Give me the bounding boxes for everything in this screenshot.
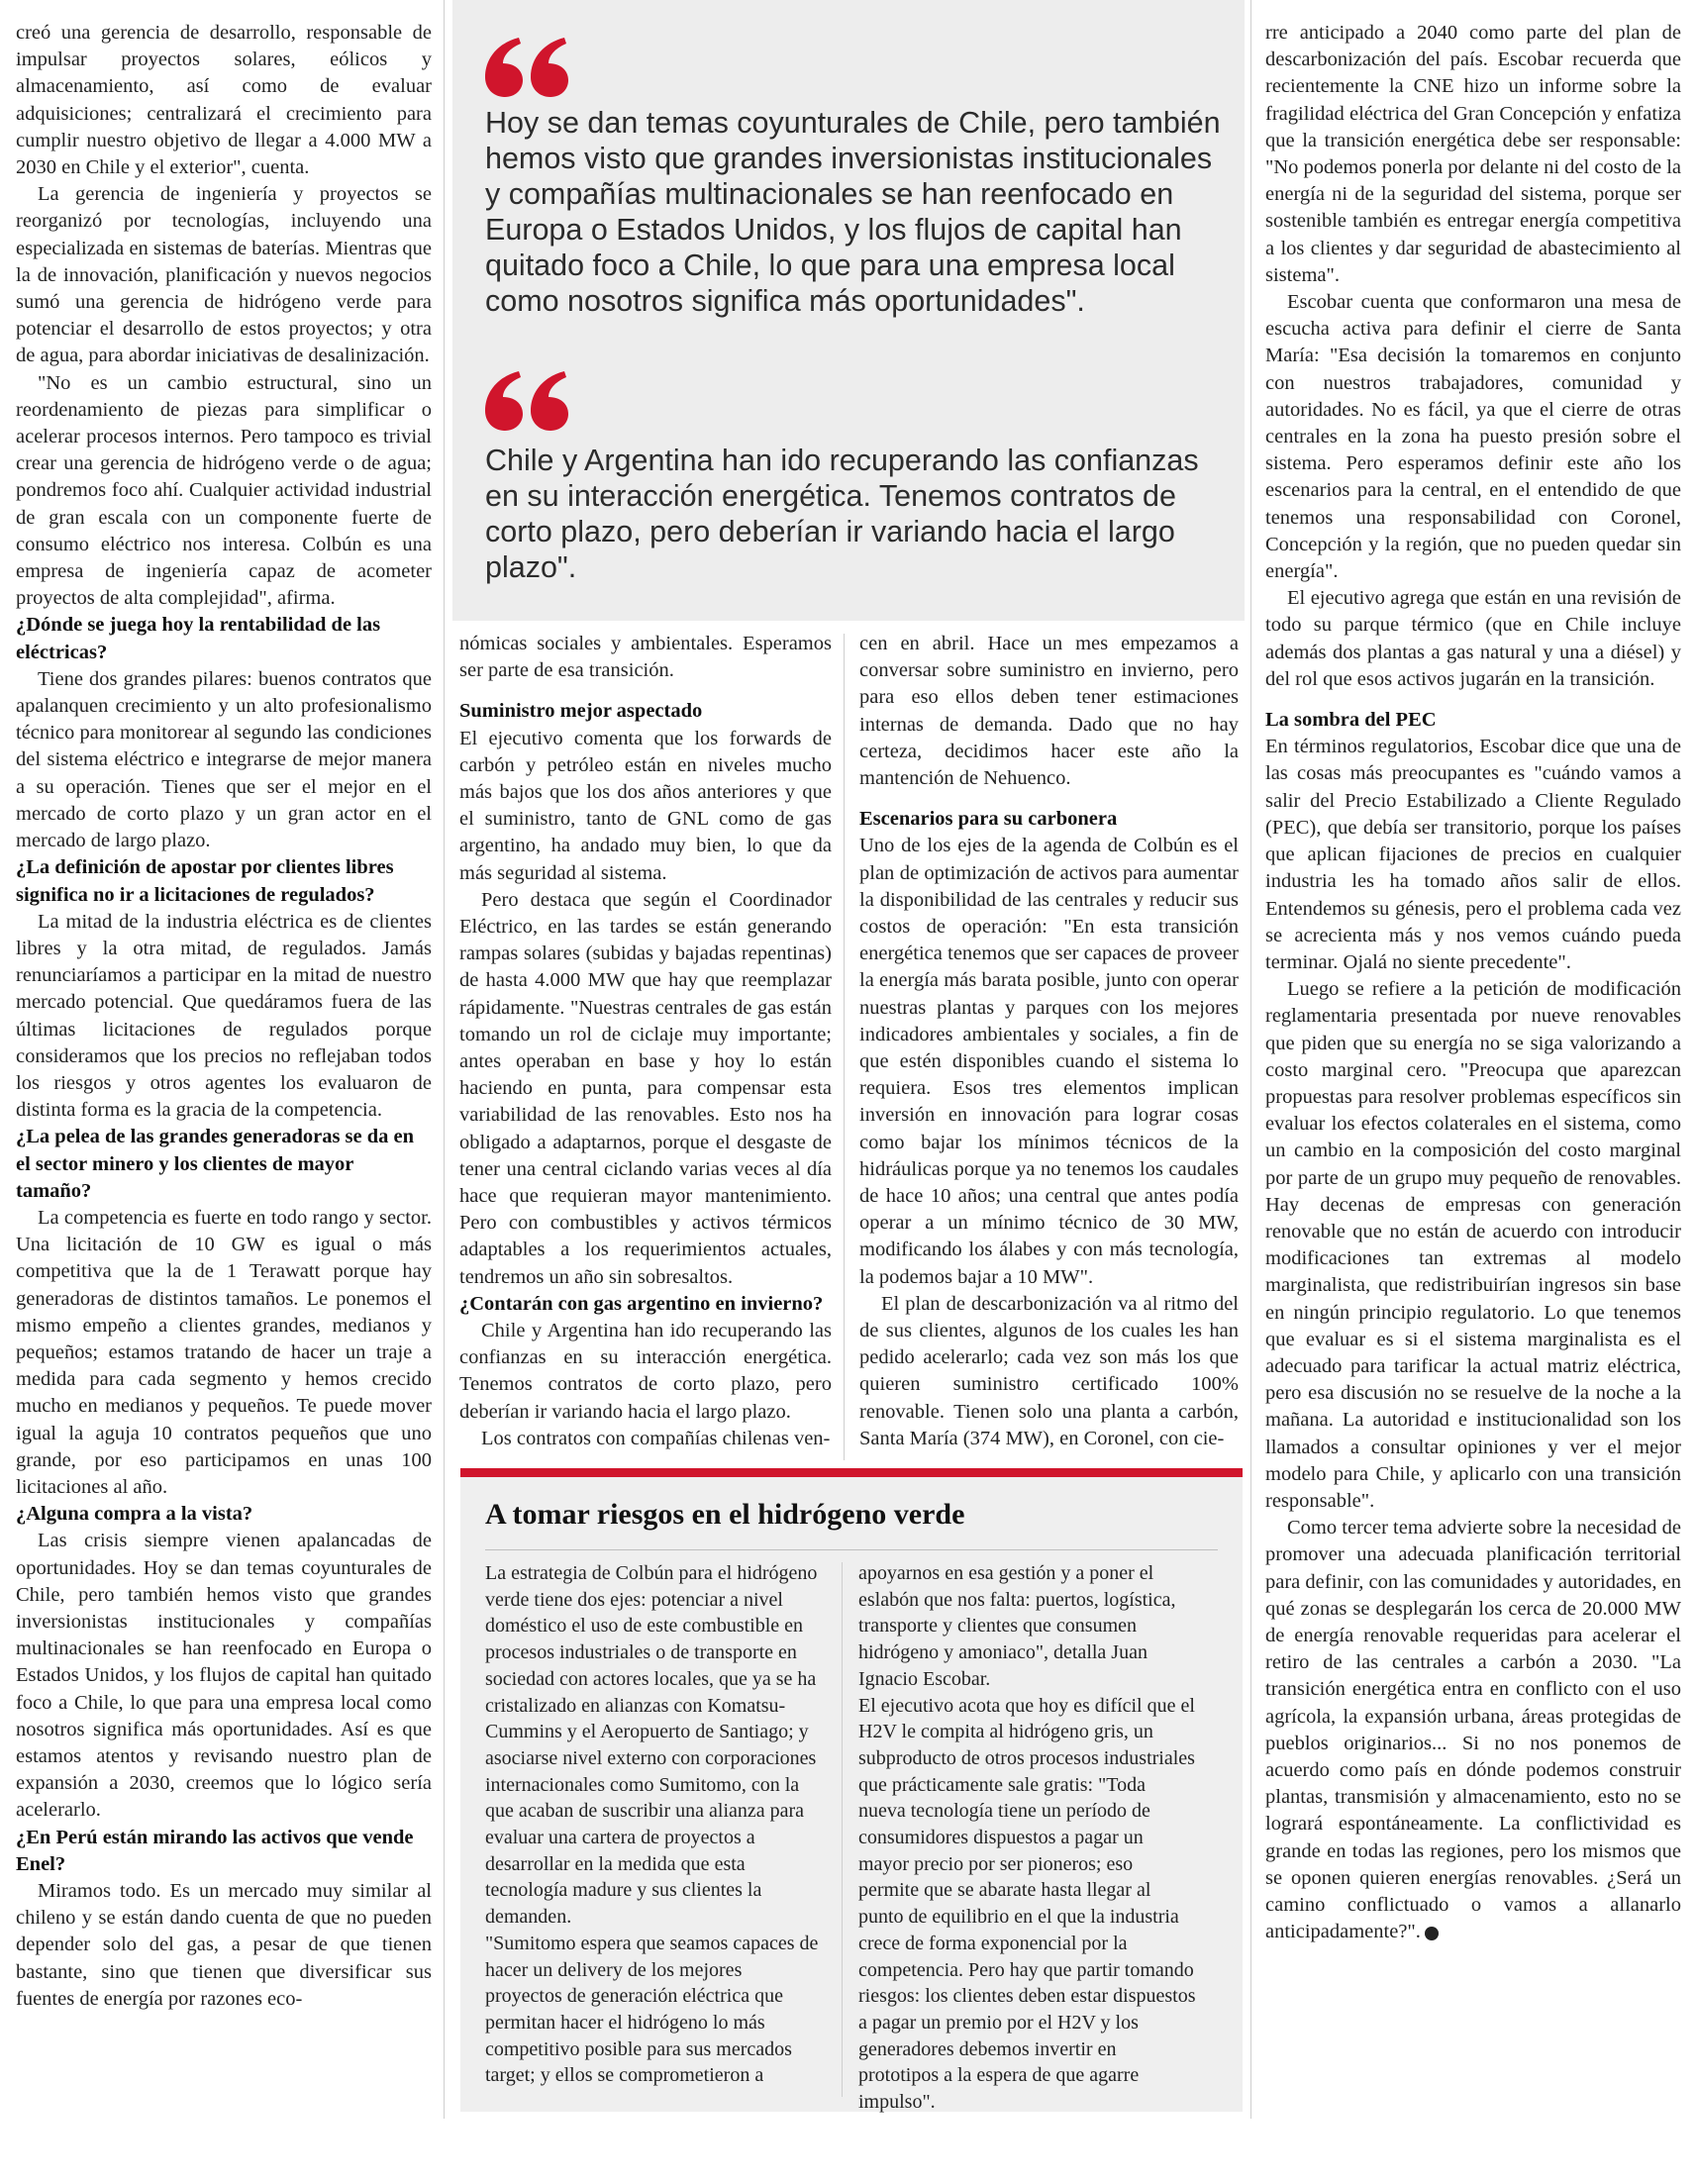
sidebar-paragraph: apoyarnos en esa gestión y a poner el eslabón que nos falta: puertos, logística, transporte y clientes que consumen hidrógeno y amoniaco", detalla Juan Ignacio Escobar. (858, 1562, 1176, 1690)
paragraph: nómicas sociales y ambientales. Esperamos ser parte de esa transición. (459, 633, 832, 682)
paragraph: Chile y Argentina han ido recuperando las confianzas en su interacción energética. Tenemos contratos de corto plazo, pero deberían ir variando hacia el largo plazo. (459, 1320, 832, 1423)
paragraph: Escobar cuenta que conformaron una mesa de escucha activa para definir el cierre de Santa María: "Esa decisión la tomaremos en conjunto con nuestros trabajadores, comunidad y autoridades. No es fácil, ya que el cierre de otras centrales en la zona ha puesto presión sobre el sistema. Pero esperamos definir este año los escenarios para la central, en el entendido de que tenemos una responsabilidad con Coronel, Concepción y la región, que no pueden quedar sin energía". (1265, 291, 1681, 583)
paragraph: rre anticipado a 2040 como parte del plan de descarbonización del país. Escobar recuerda que recientemente la CNE hizo un informe sobre la fragilidad eléctrica del Gran Concepción y enfatiza que la transición energética debe ser responsable: "No podemos ponerla por delante ni del costo de la energía ni de la seguridad del sistema, porque ser sostenible también es entregar energía competitiva a los clientes y dar seguridad de abastecimiento al sistema". (1265, 22, 1681, 286)
paragraph: creó una gerencia de desarrollo, responsable de impulsar proyectos solares, eólicos y almacenamiento, así como de evaluar adquisiciones; centralizará el crecimiento para cumplir nuestro objetivo de llegar a 4.000 MW a 2030 en Chile y el exterior", cuenta. (16, 22, 432, 179)
paragraph: El ejecutivo comenta que los forwards de carbón y petróleo están en niveles mucho más bajos que los dos años anteriores y que el suministro, tanto de GNL como de gas argentino, ha andado muy bien, lo que da más seguridad al sistema. (459, 727, 832, 884)
section-heading: La sombra del PEC (1265, 709, 1437, 732)
paragraph: Miramos todo. Es un mercado muy similar al chileno y se están dando cuenta de que no pueden depender solo del gas, a pesar de que tienen bastante, sino que tienen que diversificar sus fuentes de energía por razones eco- (16, 1880, 432, 2010)
column-divider (842, 1562, 843, 2097)
article-column-3 (859, 631, 1239, 1452)
pull-quote-text: Hoy se dan temas coyunturales de Chile, pero también hemos visto que grandes inversionistas institucionales y compañías multinacionales se han reenfocado en Europa o Estados Unidos, y los flujos de capital han quitado foco a Chile, lo que para una empresa local como nosotros significa más oportunidades". (485, 106, 1221, 318)
paragraph: "No es un cambio estructural, sino un reordenamiento de piezas para simplificar o acelerar procesos internos. Pero tampoco es trivial crear una gerencia de hidrógeno verde o de agua; pondremos foco ahí. Cualquier actividad industrial de gran escala con un componente fuerte de consumo eléctrico nos interesa. Colbún es una empresa de ingeniería capaz de acometer proyectos de alta complejidad", afirma. (16, 371, 432, 610)
sidebar-title: A tomar riesgos en el hidrógeno verde (485, 1498, 965, 1531)
paragraph: cen en abril. Hace un mes empezamos a conversar sobre suministro en invierno, pero para eso ellos deben tener estimaciones internas de demanda. Dado que no hay certeza, decidimos hacer este año la mantención de Nehuenco. (859, 633, 1239, 790)
article-column-2 (459, 631, 832, 1452)
paragraph: En términos regulatorios, Escobar dice que una de las cosas más preocupantes es "cuándo vamos a salir del Precio Estabilizado a Cliente Regulado (PEC), que debía ser transitorio, porque los países que aplican fijaciones de precios en cualquier industria les ha tomado años salir de ellos. Entendemos su génesis, pero el problema cada vez se acrecienta más y nos vemos cuándo pueda terminar. Ojalá no siente precedente". (1265, 736, 1681, 973)
column-divider (1250, 0, 1251, 2119)
sidebar-title-rule (485, 1549, 1218, 1550)
paragraph: Uno de los ejes de la agenda de Colbún es el plan de optimización de activos para aumentar la disponibilidad de las centrales y reducir sus costos de operación: "En esta transición energética tenemos que ser capaces de proveer la energía más barata posible, junto con operar nuestras plantas y parques con los mejores indicadores ambientales y sociales, a fin de que estén disponibles cuando el sistema lo requiera. Esos tres elementos implican inversión en innovación para lograr cosas como bajar los mínimos técnicos de la hidráulicas porque ya no tenemos los caudales de hace 10 años; una central que antes podía operar a un mínimo técnico de 30 MW, modificando los álabes y con más tecnología, la podemos bajar a 10 MW". (859, 835, 1239, 1288)
paragraph: Tiene dos grandes pilares: buenos contratos que apalanquen crecimiento y un alto profesionalismo técnico para monitorear al segundo las condiciones del sistema eléctrico e integrarse de mejor manera a su operación. Tienes que ser el mejor en el mercado de corto plazo y un gran actor en el mercado de largo plazo. (16, 667, 432, 852)
sidebar-paragraph: El ejecutivo acota que hoy es difícil que el H2V le compita al hidrógeno gris, un subproducto de otros procesos industriales que prácticamente sale gratis: "Toda nueva tecnología tiene un período de consumidores dispuestos a pagar un mayor precio por ser pioneros; eso permite que se abarate hasta llegar al punto de equilibrio en el que la industria crece de forma exponencial por la competencia. Pero hay que partir tomando riesgos: los clientes deben estar dispuestos a pagar un premio por el H2V y los generadores debemos invertir en prototipos a la espera de que agarre impulso". (858, 1694, 1196, 2114)
paragraph: Como tercer tema advierte sobre la necesidad de promover una adecuada planificación territorial para definir, con las comunidades y autoridades, en qué zonas se desplegarán los cerca de 20.000 MW de energía renovable requeridas para acelerar el retiro de las centrales a carbón a 2030. "La transición energética entra en conflicto con el uso agrícola, la expansión urbana, áreas protegidas de pueblos originarios... Si no nos ponemos de acuerdo como país en dónde podemos construir plantas, transmisión y almacenamiento, esto no se logrará espontáneamente. La conflictividad es grande en todas las regiones, pero los mismos que se oponen quieren energías renovables. ¿Será un camino conflictuado o vamos a allanarlo anticipadamente?". (1265, 1517, 1681, 1943)
paragraph: Luego se refiere a la petición de modificación reglamentaria presentada por nueve renovables que piden que su energía no se siga valorizando a costo marginal cero. "Preocupa que aparezcan propuestas para resolver problemas específicos sin evaluar los efectos colaterales en el sistema, como un cambio en la composición del costo marginal por parte de un grupo muy pequeño de renovables. Hay decenas de empresas con generación renovable que no están de acuerdo con introducir modificaciones tan extremas al modelo marginalista, que redistribuirían ingresos sin base en ningún principio regulatorio. Lo que tenemos que evaluar es si el sistema marginalista es el adecuado para tarificar la actual matriz eléctrica, pero esa discusión no se resuelve de la noche a la mañana. La autoridad e institucionalidad son los llamados a consultar opiniones y ver el mejor modelo para Chile, y aplicarlo con una transición responsable". (1265, 978, 1681, 1512)
question-heading: ¿La definición de apostar por clientes libres significa no ir a licitaciones de regulados? (16, 856, 394, 906)
paragraph: La mitad de la industria eléctrica es de clientes libres y la otra mitad, de regulados. Jamás renunciaríamos a participar en la mitad de nuestro mercado potencial. Que quedáramos fuera de las últimas licitaciones de regulados porque consideramos que los precios no reflejaban todos los riesgos y otros agentes los evaluaron de distinta forma es la gracia de la competencia. (16, 910, 432, 1122)
sidebar-column-right (858, 1560, 1197, 2116)
question-heading: ¿En Perú están mirando las activos que vende Enel? (16, 1826, 414, 1875)
pull-quote-text: Chile y Argentina han ido recuperando las confianzas en su interacción energética. Tenemos contratos de corto plazo, pero deberían ir variando hacia el largo plazo". (485, 444, 1199, 584)
section-heading: Suministro mejor aspectado (459, 700, 703, 723)
question-heading: ¿Alguna compra a la vista? (16, 1503, 253, 1526)
end-mark-icon (1425, 1927, 1439, 1940)
question-heading: ¿La pelea de las grandes generadoras se da en el sector minero y los clientes de mayor tamaño? (16, 1126, 415, 1202)
paragraph: La gerencia de ingeniería y proyectos se reorganizó por tecnologías, incluyendo una especializada en sistemas de baterías. Mientras que la de innovación, planificación y nuevos negocios sumó una gerencia de hidrógeno verde para potenciar el desarrollo de estos proyectos; y otra de agua, para abordar iniciativas de desalinización. (16, 183, 432, 367)
paragraph: La competencia es fuerte en todo rango y sector. Una licitación de 10 GW es igual o más competitiva que la de 1 Terawatt porque hay generadoras de distintos tamaños. Le ponemos el mismo empeño a clientes grandes, medianos y pequeños; estamos tratando de hacer un traje a medida para cada segmento y hemos crecido mucho en medianos y pequeños. Te puede mover igual la aguja 10 contratos pequeños que uno grande, por eso participamos en unas 100 licitaciones al año. (16, 1206, 432, 1498)
section-heading: Escenarios para su carbonera (859, 808, 1118, 831)
paragraph: El ejecutivo agrega que están en una revisión de todo su parque térmico (que en Chile incluye además dos plantas a gas natural y una a diésel) y del rol que esos activos jugarán en la transición. (1265, 587, 1681, 690)
column-divider (444, 0, 445, 2119)
question-heading: ¿Contarán con gas argentino en invierno? (459, 1292, 824, 1315)
column-divider (844, 634, 845, 1460)
sidebar-accent-bar (460, 1468, 1243, 1477)
paragraph: Los contratos con compañías chilenas ven- (481, 1427, 831, 1449)
article-column-4 (1265, 20, 1681, 1945)
sidebar-paragraph: "Sumitomo espera que seamos capaces de hacer un delivery de los mejores proyectos de generación eléctrica que permitan hacer el hidrógeno lo más competitivo posible para sus mercados target; y ellos se comprometieron a (485, 1932, 819, 2087)
sidebar-paragraph: La estrategia de Colbún para el hidrógeno verde tiene dos ejes: potenciar a nivel doméstico el uso de este combustible en procesos industriales o de transporte en sociedad con actores locales, que ya se ha cristalizado en alianzas con Komatsu-Cummins y el Aeropuerto de Santiago; y asociarse nivel externo con corporaciones internacionales como Sumitomo, con la que acaban de suscribir una alianza para evaluar una cartera de proyectos a desarrollar en la medida que esta tecnología madure y sus clientes la demanden. (485, 1562, 818, 1929)
question-heading: ¿Dónde se juega hoy la rentabilidad de las eléctricas? (16, 614, 381, 663)
sidebar-box (460, 1468, 1243, 2112)
paragraph: Pero destaca que según el Coordinador Eléctrico, en las tardes se están generando rampas solares (subidas y bajadas repentinas) de hasta 4.000 MW que hay que reemplazar rápidamente. "Nuestras centrales de gas están tomando un rol de ciclaje muy importante; antes operaban en base y hoy lo están haciendo en punta, para compensar esta variabilidad de las renovables. Esto nos ha obligado a adaptarnos, porque el desgaste de tener una central ciclando varias veces al día hace que requieran mayor mantenimiento. Pero con combustibles y activos térmicos adaptables a los requerimientos actuales, tendremos un año sin sobresaltos. (459, 888, 832, 1288)
paragraph: El plan de descarbonización va al ritmo del de sus clientes, algunos de los cuales les han pedido acelerarlo; cada vez son más los que quieren suministro certificado 100% renovable. Tienen solo una planta a carbón, Santa María (374 MW), en Coronel, con cie- (859, 1292, 1239, 1449)
quote-mark-icon (485, 371, 574, 431)
article-column-1 (16, 20, 432, 2013)
sidebar-column-left (485, 1560, 824, 2089)
quote-mark-icon (485, 38, 574, 97)
paragraph: Las crisis siempre vienen apalancadas de oportunidades. Hoy se dan temas coyunturales de Chile, pero también hemos visto que grandes inversionistas institucionales y compañías multinacionales se han reenfocado en Europa o Estados Unidos, y los flujos de capital han quitado foco a Chile, lo que para una empresa local como nosotros significa más oportunidades. Así es que estamos atentos y revisando nuestro plan de expansión a 2030, creemos que lo lógico sería acelerarlo. (16, 1530, 432, 1822)
